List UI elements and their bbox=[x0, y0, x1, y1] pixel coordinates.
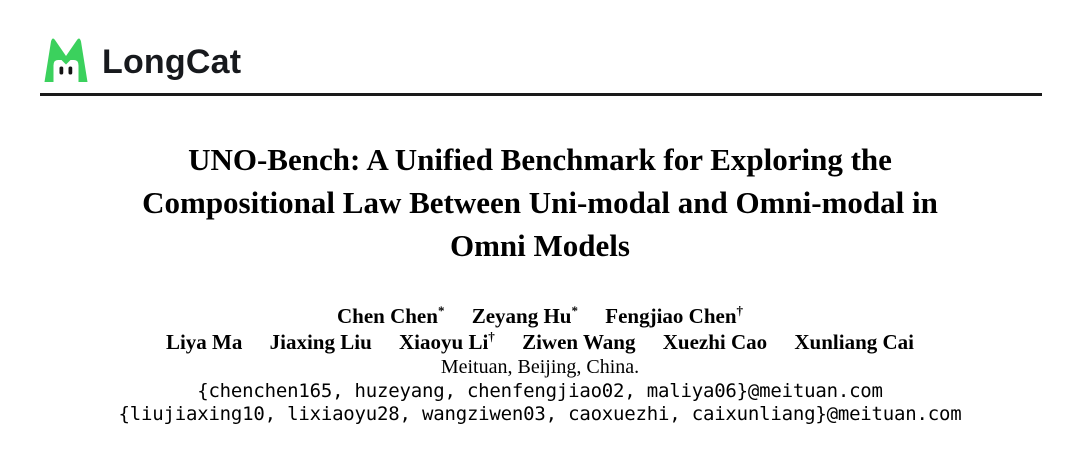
longcat-logo bbox=[40, 34, 1040, 86]
email-block bbox=[0, 380, 1080, 426]
footnote-mark: † bbox=[736, 303, 744, 318]
cat-eye-left bbox=[60, 67, 64, 75]
author-name: Chen Chen* bbox=[336, 303, 445, 328]
cat-eye-right bbox=[69, 67, 73, 75]
header-divider bbox=[40, 93, 1042, 96]
email-line: {liujiaxing10, lixiaoyu28, wangziwen03, caoxuezhi, caixunliang}@meituan.com bbox=[118, 403, 962, 425]
author-row-1 bbox=[0, 303, 1080, 329]
brand-header bbox=[0, 0, 1080, 96]
paper-title-line: Omni Models bbox=[450, 228, 630, 263]
author-name: Xunliang Cai bbox=[794, 330, 915, 354]
author-name: Ziwen Wang bbox=[522, 330, 636, 354]
author-name: Xuezhi Cao bbox=[662, 330, 768, 354]
author-name: Fengjiao Chen† bbox=[605, 303, 744, 328]
author-name: Liya Ma bbox=[165, 330, 243, 354]
brand-wordmark: LongCat bbox=[102, 43, 242, 81]
footnote-mark: † bbox=[488, 329, 495, 344]
author-row-2 bbox=[0, 329, 1080, 355]
paper-title-line: UNO-Bench: A Unified Benchmark for Exploring the bbox=[188, 142, 892, 177]
paper-title-line: Compositional Law Between Uni-modal and Omni-modal in bbox=[142, 185, 938, 220]
author-name: Xiaoyu Li† bbox=[399, 329, 495, 354]
author-block bbox=[0, 303, 1080, 426]
footnote-mark: * bbox=[571, 303, 578, 318]
affiliation: Meituan, Beijing, China. bbox=[440, 356, 640, 378]
paper-title bbox=[40, 138, 1040, 267]
footnote-mark: * bbox=[437, 303, 445, 318]
email-line: {chenchen165, huzeyang, chenfengjiao02, maliya06}@meituan.com bbox=[197, 380, 883, 402]
author-name: Zeyang Hu* bbox=[471, 303, 578, 328]
longcat-cat-icon bbox=[40, 35, 92, 85]
author-name: Jiaxing Liu bbox=[269, 330, 372, 354]
